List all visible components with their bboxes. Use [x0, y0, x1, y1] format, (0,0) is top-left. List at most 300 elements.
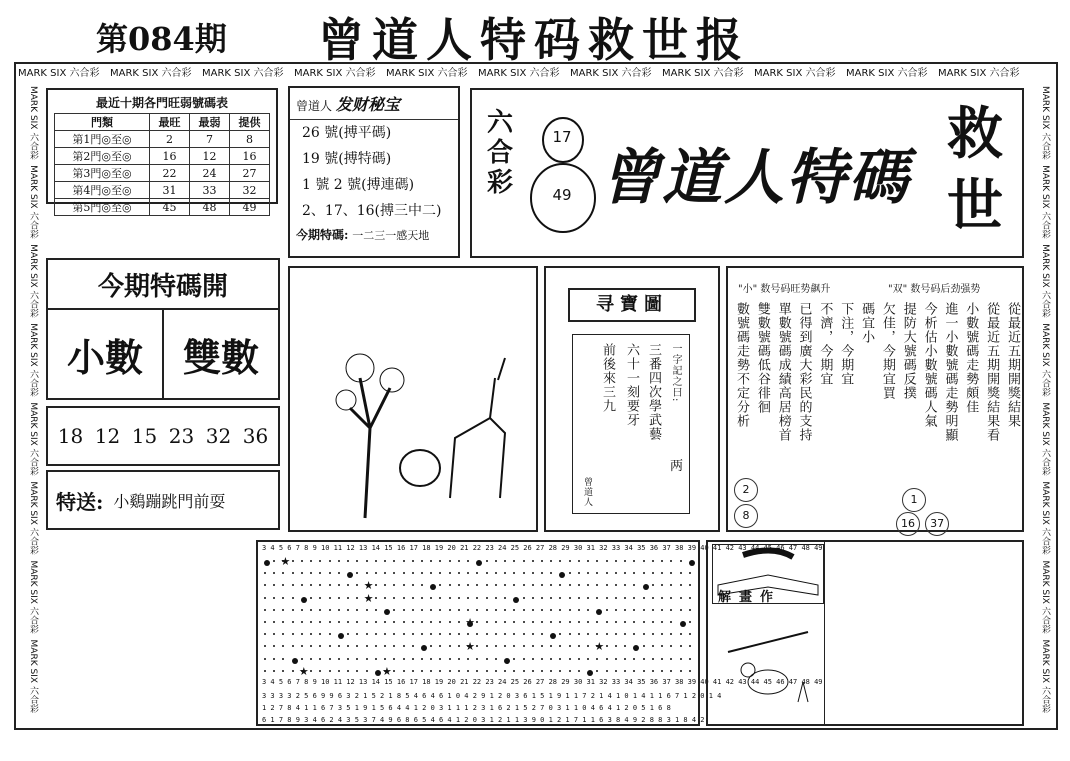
grid-dot: [403, 609, 405, 611]
grid-dot: [412, 645, 414, 647]
grid-dot: [550, 597, 552, 599]
grid-dot: [689, 633, 691, 635]
grid-dot: [680, 584, 682, 586]
grid-dot: [347, 597, 349, 599]
grid-dot: [504, 609, 506, 611]
grid-dot: [486, 645, 488, 647]
grid-dot: [292, 560, 294, 562]
grid-dot: [329, 621, 331, 623]
grid-dot: [347, 670, 349, 672]
grid-dot: [541, 645, 543, 647]
grid-dot: [680, 658, 682, 660]
grid-dot: [366, 645, 368, 647]
grid-dot: [559, 670, 561, 672]
option-even: 雙數: [182, 334, 259, 380]
grid-dot: [282, 645, 284, 647]
grid-dot: [532, 572, 534, 574]
grid-dot: [633, 670, 635, 672]
grid-dot: [458, 609, 460, 611]
grid-dot: [347, 609, 349, 611]
grid-dot: [301, 609, 303, 611]
banner-title: 曾道人特碼: [600, 143, 910, 213]
grid-dot: [633, 572, 635, 574]
grid-dot: [301, 572, 303, 574]
treasure-col1: 一字記之曰:: [670, 343, 681, 403]
col-header: 門類: [55, 114, 150, 131]
grid-dot: [319, 621, 321, 623]
grid-dot: [375, 645, 377, 647]
treasure-box: [544, 266, 720, 532]
grid-dot: [476, 658, 478, 660]
grid-star: ★: [594, 640, 605, 654]
grid-dot: [449, 658, 451, 660]
grid-dot: [486, 621, 488, 623]
special-text: 小鷄蹦跳門前耍: [113, 491, 226, 511]
grid-dot: [559, 621, 561, 623]
grid-dot: [375, 658, 377, 660]
grid-dot: [421, 572, 423, 574]
grid-dot: [476, 633, 478, 635]
grid-dot: [495, 560, 497, 562]
tips-box: [288, 86, 460, 258]
grid-dot: [652, 572, 654, 574]
grid-dot: [338, 658, 340, 660]
grid-dot: [356, 633, 358, 635]
grid-dot: [661, 560, 663, 562]
grid-dot: [467, 658, 469, 660]
col-header: 最旺: [150, 114, 190, 131]
treasure-title: 寻寶圖: [568, 288, 696, 322]
grid-dot: [329, 560, 331, 562]
grid-dot: [310, 621, 312, 623]
grid-dot: [421, 584, 423, 586]
grid-dot: [458, 572, 460, 574]
grid-dot: [347, 645, 349, 647]
grid-dot: [633, 609, 635, 611]
grid-dot: [541, 572, 543, 574]
grid-dot: [449, 572, 451, 574]
grid-dot: [430, 584, 436, 590]
grid-dot: [689, 670, 691, 672]
grid-dot: [670, 633, 672, 635]
grid-dot: [264, 609, 266, 611]
grid-dot: [430, 560, 432, 562]
circled-number: 16: [896, 512, 920, 536]
analysis-col: 已得到廣大彩民的支持: [796, 302, 812, 442]
grid-dot: [338, 560, 340, 562]
grid-dot: [486, 658, 488, 660]
grid-dot: [569, 609, 571, 611]
grid-dot: [292, 597, 294, 599]
grid-dot: [366, 560, 368, 562]
grid-dot: [652, 560, 654, 562]
grid-dot: [559, 633, 561, 635]
grid-dot: [670, 560, 672, 562]
grid-dot: [661, 670, 663, 672]
grid-dot: [550, 658, 552, 660]
treasure-scroll: [572, 334, 690, 514]
grid-dot: [301, 597, 307, 603]
grid-dot: [264, 633, 266, 635]
grid-dot: [643, 609, 645, 611]
grid-dot: [606, 597, 608, 599]
grid-dot: [596, 670, 598, 672]
grid-dot: [670, 584, 672, 586]
analysis-head-right: "双" 数号码后劲强势: [888, 284, 981, 295]
grid-dot: [430, 621, 432, 623]
grid-dot: [559, 609, 561, 611]
treasure-col3: 六十一刻要牙: [624, 343, 639, 427]
grid-dot: [670, 572, 672, 574]
grid-dot: [513, 633, 515, 635]
grid-star: ★: [382, 664, 392, 678]
treasure-col2: 三番四次學武藝: [646, 343, 661, 441]
grid-dot: [356, 597, 358, 599]
tips-lines: [290, 120, 458, 224]
grid-dot: [578, 609, 580, 611]
grid-dot: [319, 645, 321, 647]
grid-dot: [319, 609, 321, 611]
grid-dot: [264, 645, 266, 647]
grid-dot: [550, 572, 552, 574]
grid-dot: [689, 658, 691, 660]
grid-dot: [680, 597, 682, 599]
tips-title: 曾道人 发财秘宝: [290, 88, 458, 120]
grid-dot: [550, 609, 552, 611]
analysis-head-left: "小" 数号码旺势飙升: [738, 284, 831, 295]
grid-dot: [347, 560, 349, 562]
grid-dot: [532, 560, 534, 562]
grid-dot: [292, 633, 294, 635]
grid-dot: [329, 633, 331, 635]
grid-dot: [421, 670, 423, 672]
grid-dot: [615, 633, 617, 635]
grid-dot: [495, 597, 497, 599]
grid-dot: [486, 584, 488, 586]
table-row: 第2門◎至◎ 16 12 16: [55, 148, 270, 165]
grid-dot: [403, 658, 405, 660]
grid-dot: [680, 609, 682, 611]
grid-dot: [670, 645, 672, 647]
pick-number: 32: [205, 424, 232, 448]
pick-number: 36: [242, 424, 269, 448]
grid-field: [262, 556, 696, 678]
grid-dot: [486, 572, 488, 574]
grid-dot: [523, 572, 525, 574]
grid-dot: [680, 645, 682, 647]
grid-dot: [375, 572, 377, 574]
grid-dot: [273, 584, 275, 586]
grid-dot: [633, 645, 639, 651]
grid-dot: [449, 645, 451, 647]
grid-dot: [412, 670, 414, 672]
grid-dot: [421, 658, 423, 660]
grid-dot: [310, 670, 312, 672]
grid-dot: [403, 572, 405, 574]
grid-dot: [513, 560, 515, 562]
grid-dot: [504, 597, 506, 599]
grid-dot: [486, 609, 488, 611]
grid-dot: [486, 670, 488, 672]
grid-dot: [652, 645, 654, 647]
grid-dot: [412, 621, 414, 623]
grid-dot: [356, 621, 358, 623]
grid-dot: [569, 584, 571, 586]
grid-dot: [393, 670, 395, 672]
grid-dot: [458, 560, 460, 562]
grid-dot: [458, 621, 460, 623]
watermark-strip-top: MARK SIX 六合彩 MARK SIX 六合彩 MARK SIX 六合彩 MARK SIX 六合彩 MARK SIX 六合彩 MARK SIX 六合彩 MARK SIX 六合彩 MARK SIX 六合彩 MARK SIX 六合彩 MARK SIX 六合彩 MARK SIX 六合彩: [18, 68, 1020, 79]
grid-dot: [532, 584, 534, 586]
grid-dot: [606, 560, 608, 562]
grid-star: ★: [465, 616, 476, 629]
grid-dot: [569, 572, 571, 574]
number-row: [46, 406, 280, 466]
grid-dot: [310, 645, 312, 647]
grid-dot: [264, 572, 266, 574]
grid-dot: [384, 597, 386, 599]
grid-dot: [504, 633, 506, 635]
grid-dot: [384, 633, 386, 635]
grid-dot: [689, 560, 695, 566]
grid-dot: [523, 670, 525, 672]
grid-dot: [476, 645, 478, 647]
grid-dot: [412, 658, 414, 660]
grid-dot: [633, 597, 635, 599]
grid-dot: [458, 658, 460, 660]
analysis-col: 下注，今期宜: [838, 302, 854, 386]
grid-dot: [375, 597, 377, 599]
grid-star: ★: [298, 664, 309, 678]
grid-dot: [356, 560, 358, 562]
grid-dot: [319, 658, 321, 660]
analysis-col: 提防大號碼反撲: [900, 302, 916, 400]
grid-dot: [624, 572, 626, 574]
grid-dot: [449, 560, 451, 562]
banner-number-1: 17: [552, 128, 572, 146]
grid-dot: [624, 609, 626, 611]
tips-footer: 今期特碼: 一二三一感天地: [296, 228, 430, 242]
grid-dot: [569, 633, 571, 635]
grid-dot: [569, 597, 571, 599]
grid-dot: [347, 658, 349, 660]
grid-dot: [476, 609, 478, 611]
grid-dot: [652, 633, 654, 635]
grid-dot: [615, 572, 617, 574]
grid-dot: [643, 584, 649, 590]
grid-dot: [689, 621, 691, 623]
grid-dot: [292, 609, 294, 611]
pick-number: 23: [168, 424, 195, 448]
grid-dot: [282, 597, 284, 599]
grid-dot: [523, 560, 525, 562]
grid-dot: [403, 633, 405, 635]
analysis-col: 單數號碼成績高居榜首: [775, 302, 791, 442]
grid-dot: [523, 597, 525, 599]
circled-number: 2: [734, 478, 758, 502]
grid-dot: [393, 572, 395, 574]
grid-dot: [310, 584, 312, 586]
grid-dot: [569, 670, 571, 672]
grid-dot: [338, 621, 340, 623]
grid-dot: [412, 572, 414, 574]
grid-dot: [532, 633, 534, 635]
special-label: 特送:: [56, 489, 104, 514]
grid-header-numbers-bottom: 3 4 5 6 7 8 9 10 11 12 13 14 15 16 17 18 19 20 21 22 23 24 25 26 27 28 29 30 31 32 33 34 35 36 37 38 39 40 41 42 43 44 45 46 47 48 49: [262, 678, 823, 686]
grid-dot: [633, 658, 635, 660]
grid-dot: [273, 609, 275, 611]
grid-dot: [587, 645, 589, 647]
grid-dot: [486, 597, 488, 599]
grid-dot: [615, 560, 617, 562]
grid-dot: [301, 645, 303, 647]
grid-dot: [587, 609, 589, 611]
grid-dot: [680, 621, 686, 627]
grid-dot: [338, 645, 340, 647]
analysis-circles-right: [896, 488, 976, 536]
grid-dot: [366, 572, 368, 574]
grid-dot: [421, 621, 423, 623]
grid-dot: [652, 621, 654, 623]
grid-dot: [375, 584, 377, 586]
grid-dot: [329, 584, 331, 586]
grid-header-numbers: 3 4 5 6 7 8 9 10 11 12 13 14 15 16 17 18 19 20 21 22 23 24 25 26 27 28 29 30 31 32 33 34 35 36 37 38 39 40 41 42 43 44 45 46 47 48 49: [262, 544, 823, 552]
tree-deer-illustration: [290, 268, 536, 530]
grid-dot: [292, 658, 298, 664]
grid-dot: [569, 645, 571, 647]
grid-dot: [513, 584, 515, 586]
grid-dot: [661, 584, 663, 586]
grid-dot: [680, 560, 682, 562]
grid-dot: [366, 670, 368, 672]
grid-dot: [652, 609, 654, 611]
grid-dot: [680, 670, 682, 672]
grid-dot: [541, 584, 543, 586]
pick-number: 18: [57, 424, 84, 448]
grid-dot: [338, 670, 340, 672]
grid-dot: [587, 572, 589, 574]
grid-dot: [689, 584, 691, 586]
grid-dot: [596, 609, 602, 615]
grid-dot: [661, 609, 663, 611]
grid-dot: [421, 560, 423, 562]
grid-dot: [403, 621, 405, 623]
grid-dot: [578, 597, 580, 599]
grid-dot: [513, 609, 515, 611]
hot-table-title: 最近十期各門旺弱號碼表: [95, 96, 228, 110]
grid-dot: [319, 584, 321, 586]
grid-dot: [439, 645, 441, 647]
grid-dot: [282, 584, 284, 586]
analysis-col: 從最近五期開獎結果看: [984, 302, 1000, 442]
grid-dot: [412, 597, 414, 599]
watermark-strip-right: MARK SIX 六合彩 MARK SIX 六合彩 MARK SIX 六合彩 MARK SIX 六合彩 MARK SIX 六合彩 MARK SIX 六合彩 MARK SIX 六合彩 MARK SIX 六合彩: [1040, 86, 1050, 713]
grid-dot: [587, 584, 589, 586]
analysis-col: 進一小數號碼走勢明顯: [942, 302, 958, 442]
grid-dot: [504, 560, 506, 562]
grid-dot: [587, 597, 589, 599]
hot-weak-table: [54, 92, 270, 216]
tip-line: 26 號(搏平碼): [302, 125, 392, 141]
grid-dot: [652, 584, 654, 586]
grid-dot: [439, 658, 441, 660]
grid-dot: [689, 609, 691, 611]
grid-dot: [264, 597, 266, 599]
analysis-col: 今析估小數號碼人氣: [921, 302, 937, 428]
grid-star: ★: [280, 555, 291, 568]
grid-dot: [393, 633, 395, 635]
grid-dot: [356, 584, 358, 586]
grid-dot: [661, 621, 663, 623]
grid-dot: [624, 597, 626, 599]
grid-dot: [523, 584, 525, 586]
grid-dot: [356, 658, 358, 660]
grid-dot: [624, 670, 626, 672]
grid-dot: [366, 633, 368, 635]
grid-dot: [403, 597, 405, 599]
grid-dot: [652, 597, 654, 599]
grid-dot: [292, 645, 294, 647]
grid-dot: [430, 597, 432, 599]
grid-dot: [329, 597, 331, 599]
table-row: 第4門◎至◎ 31 33 32: [55, 182, 270, 199]
grid-dot: [624, 645, 626, 647]
grid-dot: [476, 584, 478, 586]
grid-dot: [393, 560, 395, 562]
grid-dot: [578, 645, 580, 647]
grid-dot: [403, 645, 405, 647]
grid-dot: [596, 658, 598, 660]
grid-dot: [430, 645, 432, 647]
grid-dot: [652, 670, 654, 672]
tip-line: 1 號 2 號(搏連碼): [302, 177, 415, 193]
grid-dot: [559, 597, 561, 599]
analysis-col: 不濟，今期宜: [817, 302, 833, 386]
grid-dot: [532, 597, 534, 599]
table-row: 第1門◎至◎ 2 7 8: [55, 131, 270, 148]
grid-dot: [680, 633, 682, 635]
tip-line: 19 號(搏特碼): [302, 151, 392, 167]
grid-dot: [384, 645, 386, 647]
grid-dot: [661, 633, 663, 635]
grid-dot: [541, 597, 543, 599]
grid-dot: [689, 645, 691, 647]
grid-dot: [541, 670, 543, 672]
grid-dot: [578, 584, 580, 586]
banner-number-2: 49: [552, 186, 572, 204]
grid-dot: [550, 584, 552, 586]
grid-dot: [550, 633, 556, 639]
grid-dot: [513, 572, 515, 574]
grid-dot: [292, 572, 294, 574]
grid-dot: [495, 572, 497, 574]
grid-dot: [310, 597, 312, 599]
grid-dot: [559, 645, 561, 647]
grid-dot: [513, 645, 515, 647]
grid-dot: [495, 645, 497, 647]
grid-dot: [273, 658, 275, 660]
grid-dot: [587, 633, 589, 635]
grid-dot: [513, 597, 519, 603]
grid-dot: [486, 633, 488, 635]
grid-dot: [393, 597, 395, 599]
circled-number: 1: [902, 488, 926, 512]
grid-dot: [273, 670, 275, 672]
table-row: 第3門◎至◎ 22 24 27: [55, 165, 270, 182]
grid-dot: [412, 584, 414, 586]
grid-dot: [338, 633, 344, 639]
grid-dot: [615, 645, 617, 647]
